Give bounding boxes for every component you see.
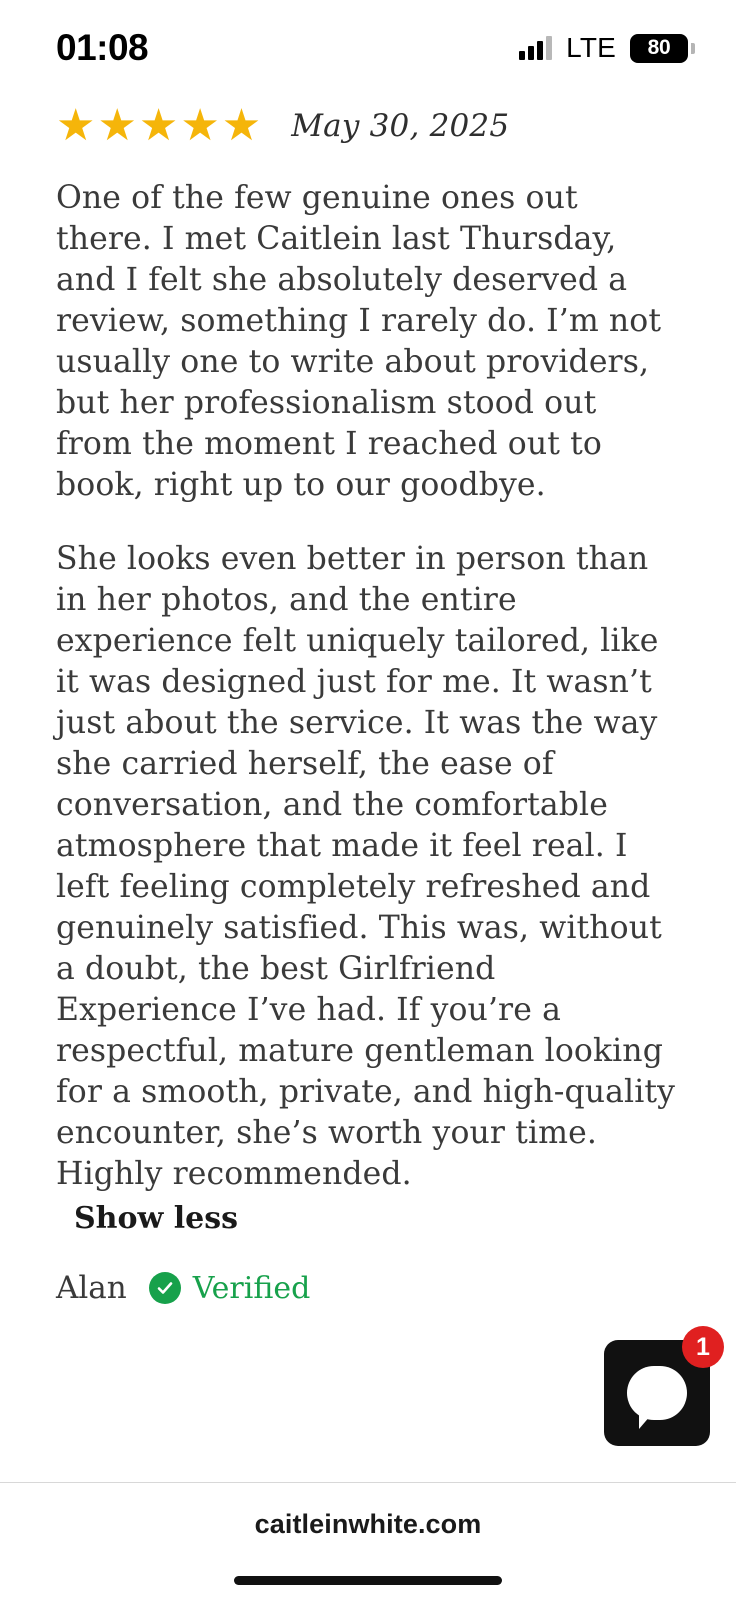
network-type-label: LTE bbox=[566, 32, 616, 63]
chat-bubble-icon bbox=[627, 1366, 687, 1420]
browser-bottom-bar bbox=[0, 1482, 736, 1600]
reviewer-row bbox=[56, 1270, 680, 1306]
review-paragraph: One of the few genuine ones out there. I met Caitlein last Thursday, and I felt she absolutely deserved a review, something I rarely do. I’m not usually one to write about providers, but her professionalism stood out from the moment I reached out to book, right up to our goodbye. bbox=[56, 180, 662, 503]
status-indicators bbox=[519, 32, 688, 64]
review-header bbox=[56, 96, 680, 148]
review-paragraph: She looks even better in person than in her photos, and the entire experience felt uniquely tailored, like it was designed just for me. It wasn’t just about the service. It was the way she carried herself, the ease of conversation, and the comfortable atmosphere that made it feel real. I left feeling completely refreshed and genuinely satisfied. This was, without a doubt, the best Girlfriend Experience I’ve had. If you’re a respectful, mature gentleman looking for a smooth, private, and high-quality encounter, she’s worth your time. Highly recommended. bbox=[56, 541, 676, 1192]
review-card bbox=[0, 96, 736, 1482]
battery-cap bbox=[691, 43, 695, 54]
home-indicator[interactable] bbox=[234, 1576, 502, 1585]
review-date: May 30, 2025 bbox=[291, 108, 510, 144]
status-bar bbox=[0, 0, 736, 96]
chat-unread-badge: 1 bbox=[682, 1326, 724, 1368]
star-rating-icon: ★★★★★ bbox=[56, 101, 264, 150]
status-badge bbox=[149, 1271, 311, 1306]
url-label[interactable]: caitleinwhite.com bbox=[254, 1509, 482, 1539]
show-less-button[interactable]: Show less bbox=[74, 1201, 239, 1236]
battery-icon bbox=[630, 34, 688, 63]
verified-check-icon bbox=[149, 1272, 181, 1304]
status-time: 01:08 bbox=[56, 27, 149, 68]
reviewer-name: Alan bbox=[56, 1270, 127, 1306]
verified-label: Verified bbox=[192, 1270, 311, 1306]
cellular-signal-icon bbox=[519, 36, 552, 60]
battery-level-label: 80 bbox=[647, 36, 671, 59]
chat-widget-button[interactable] bbox=[604, 1332, 710, 1446]
review-text bbox=[56, 178, 680, 1195]
